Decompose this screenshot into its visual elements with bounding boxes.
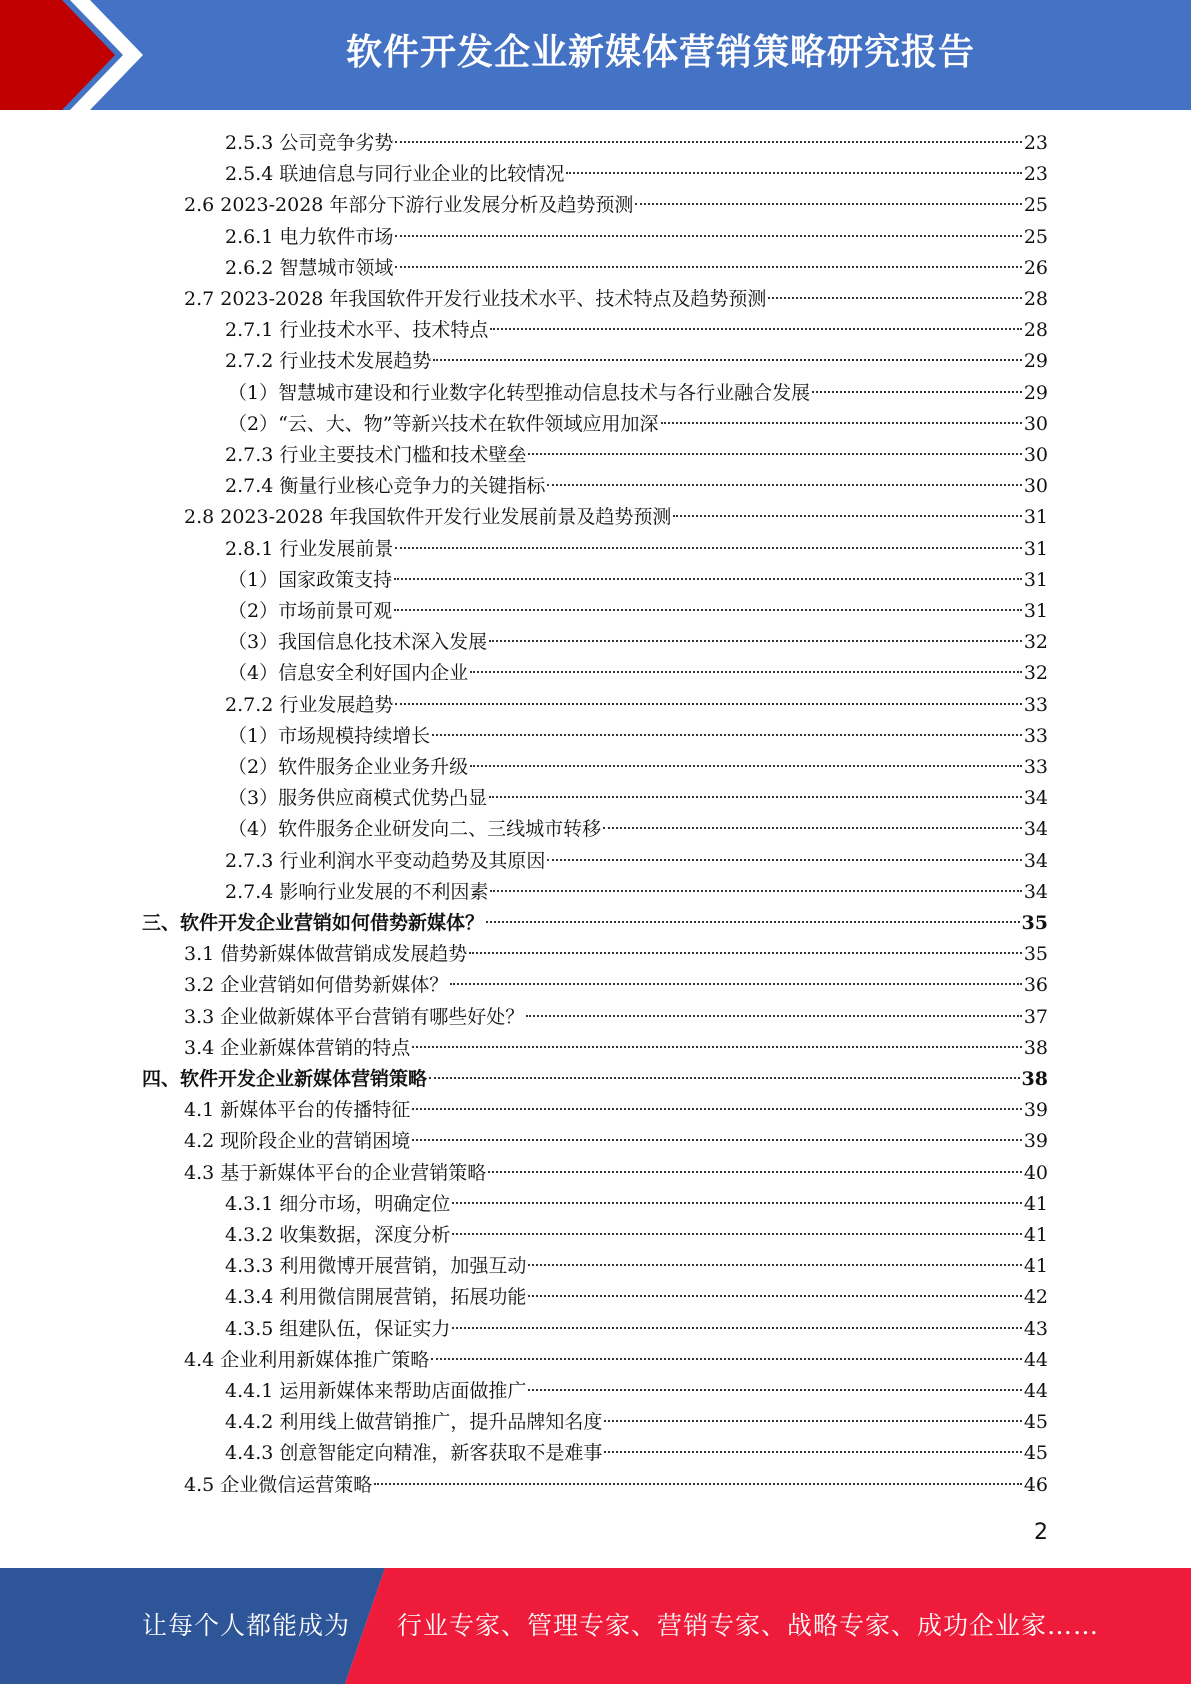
toc-entry[interactable] bbox=[225, 346, 1048, 377]
toc-entry-title: （1）市场规模持续增长 bbox=[228, 725, 431, 747]
toc-dot-leader bbox=[429, 1077, 1020, 1079]
toc-entry-page: 34 bbox=[1023, 881, 1048, 903]
toc-entry-title: （2）市场前景可观 bbox=[228, 600, 393, 622]
toc-entry-page: 25 bbox=[1023, 194, 1048, 216]
toc-entry[interactable] bbox=[184, 502, 1048, 533]
toc-entry-title: 2.6.1 电力软件市场 bbox=[225, 226, 394, 248]
toc-entry[interactable] bbox=[184, 1002, 1048, 1033]
toc-dot-leader bbox=[469, 952, 1022, 954]
toc-entry-title: 4.5 企业微信运营策略 bbox=[184, 1474, 373, 1496]
toc-entry-page: 25 bbox=[1023, 226, 1048, 248]
toc-entry-page: 28 bbox=[1023, 319, 1048, 341]
toc-entry[interactable] bbox=[184, 284, 1048, 315]
toc-entry-title: 2.7 2023-2028 年我国软件开发行业技术水平、技术特点及趋势预测 bbox=[184, 288, 767, 310]
toc-entry-page: 23 bbox=[1023, 132, 1048, 154]
page-footer bbox=[0, 1568, 1191, 1684]
toc-entry[interactable] bbox=[184, 939, 1048, 970]
toc-entry-page: 30 bbox=[1023, 475, 1048, 497]
toc-entry[interactable] bbox=[225, 222, 1048, 253]
toc-entry-page: 43 bbox=[1023, 1318, 1048, 1340]
toc-entry[interactable] bbox=[225, 1376, 1048, 1407]
toc-entry[interactable] bbox=[228, 565, 1048, 596]
toc-entry-title: 4.4.1 运用新媒体来帮助店面做推广 bbox=[225, 1380, 527, 1402]
toc-dot-leader bbox=[528, 453, 1021, 455]
toc-entry[interactable] bbox=[225, 1438, 1048, 1469]
toc-dot-leader bbox=[673, 515, 1021, 517]
toc-entry-page: 42 bbox=[1023, 1286, 1048, 1308]
toc-dot-leader bbox=[450, 983, 1022, 985]
toc-entry-page: 38 bbox=[1021, 1068, 1048, 1090]
toc-entry-title: 3.1 借势新媒体做营销成发展趋势 bbox=[184, 943, 468, 965]
toc-entry[interactable] bbox=[225, 128, 1048, 159]
toc-entry-page: 38 bbox=[1023, 1037, 1048, 1059]
toc-dot-leader bbox=[395, 703, 1021, 705]
toc-entry-title: 2.7.4 影响行业发展的不利因素 bbox=[225, 881, 489, 903]
toc-entry[interactable] bbox=[228, 409, 1048, 440]
toc-entry-page: 30 bbox=[1023, 444, 1048, 466]
toc-dot-leader bbox=[395, 266, 1021, 268]
toc-dot-leader bbox=[604, 1420, 1021, 1422]
toc-entry[interactable] bbox=[225, 846, 1048, 877]
toc-dot-leader bbox=[604, 1451, 1021, 1453]
toc-entry-page: 45 bbox=[1023, 1442, 1048, 1464]
toc-entry[interactable] bbox=[225, 1220, 1048, 1251]
toc-entry-page: 34 bbox=[1023, 818, 1048, 840]
toc-entry[interactable] bbox=[225, 471, 1048, 502]
toc-entry-title: 4.3.1 细分市场，明确定位 bbox=[225, 1193, 451, 1215]
toc-entry-title: 2.8.1 行业发展前景 bbox=[225, 538, 394, 560]
toc-entry[interactable] bbox=[228, 378, 1048, 409]
toc-entry[interactable] bbox=[228, 627, 1048, 658]
toc-entry-page: 29 bbox=[1023, 382, 1048, 404]
toc-entry-page: 32 bbox=[1023, 631, 1048, 653]
toc-entry-page: 34 bbox=[1023, 850, 1048, 872]
toc-entry[interactable] bbox=[228, 596, 1048, 627]
toc-entry-page: 44 bbox=[1023, 1380, 1048, 1402]
toc-entry[interactable] bbox=[225, 440, 1048, 471]
toc-entry[interactable] bbox=[184, 1470, 1048, 1501]
toc-dot-leader bbox=[470, 671, 1022, 673]
toc-dot-leader bbox=[812, 391, 1022, 393]
toc-entry-page: 35 bbox=[1021, 912, 1048, 934]
toc-dot-leader bbox=[528, 1264, 1021, 1266]
toc-entry-page: 33 bbox=[1023, 725, 1048, 747]
toc-entry-title: （4）软件服务企业研发向二、三线城市转移 bbox=[228, 818, 602, 840]
toc-entry-page: 31 bbox=[1023, 600, 1048, 622]
toc-entry-title: 2.7.4 衡量行业核心竞争力的关键指标 bbox=[225, 475, 546, 497]
toc-dot-leader bbox=[394, 578, 1022, 580]
toc-entry-title: （4）信息安全利好国内企业 bbox=[228, 662, 469, 684]
toc-entry-page: 31 bbox=[1023, 569, 1048, 591]
page-header bbox=[0, 0, 1191, 110]
toc-entry[interactable] bbox=[228, 752, 1048, 783]
toc-dot-leader bbox=[433, 359, 1021, 361]
footer-slogan-left: 让每个人都能成为 bbox=[142, 1611, 351, 1640]
toc-entry[interactable] bbox=[225, 690, 1048, 721]
toc-dot-leader bbox=[528, 1295, 1021, 1297]
toc-dot-leader bbox=[395, 547, 1021, 549]
toc-entry-title: 2.8 2023-2028 年我国软件开发行业发展前景及趋势预测 bbox=[184, 506, 672, 528]
toc-dot-leader bbox=[452, 1202, 1021, 1204]
toc-entry-title: （1）国家政策支持 bbox=[228, 569, 393, 591]
toc-dot-leader bbox=[528, 1389, 1021, 1391]
toc-entry-page: 30 bbox=[1023, 413, 1048, 435]
toc-dot-leader bbox=[395, 141, 1021, 143]
toc-entry-page: 26 bbox=[1023, 257, 1048, 279]
toc-entry-page: 34 bbox=[1023, 787, 1048, 809]
toc-entry-title: （2）“云、大、物”等新兴技术在软件领域应用加深 bbox=[228, 413, 659, 435]
toc-entry[interactable] bbox=[225, 534, 1048, 565]
toc-entry-title: 4.3.5 组建队伍，保证实力 bbox=[225, 1318, 451, 1340]
toc-entry-title: 2.7.3 行业主要技术门槛和技术壁垒 bbox=[225, 444, 527, 466]
toc-entry-page: 23 bbox=[1023, 163, 1048, 185]
toc-dot-leader bbox=[489, 796, 1022, 798]
document-title: 软件开发企业新媒体营销策略研究报告 bbox=[345, 32, 975, 73]
toc-entry-page: 37 bbox=[1023, 1006, 1048, 1028]
page-number: 2 bbox=[1034, 1520, 1048, 1545]
toc-entry-page: 32 bbox=[1023, 662, 1048, 684]
toc-dot-leader bbox=[395, 235, 1021, 237]
toc-entry-title: 4.4.2 利用线上做营销推广，提升品牌知名度 bbox=[225, 1411, 603, 1433]
toc-entry[interactable] bbox=[142, 1064, 1048, 1095]
toc-entry[interactable] bbox=[225, 1314, 1048, 1345]
toc-entry[interactable] bbox=[184, 1095, 1048, 1126]
toc-dot-leader bbox=[547, 859, 1021, 861]
toc-entry-page: 41 bbox=[1023, 1255, 1048, 1277]
toc-dot-leader bbox=[547, 484, 1021, 486]
toc-entry-title: 2.7.3 行业利润水平变动趋势及其原因 bbox=[225, 850, 546, 872]
toc-dot-leader bbox=[768, 297, 1021, 299]
toc-entry[interactable] bbox=[184, 1033, 1048, 1064]
toc-entry-title: 4.3.3 利用微博开展营销，加强互动 bbox=[225, 1255, 527, 1277]
toc-entry[interactable] bbox=[228, 721, 1048, 752]
toc-entry[interactable] bbox=[184, 1158, 1048, 1189]
toc-entry-page: 33 bbox=[1023, 694, 1048, 716]
toc-dot-leader bbox=[490, 890, 1021, 892]
toc-entry-title: 三、软件开发企业营销如何借势新媒体？ bbox=[142, 912, 485, 934]
toc-dot-leader bbox=[488, 1171, 1022, 1173]
toc-entry-title: 3.3 企业做新媒体平台营销有哪些好处？ bbox=[184, 1006, 525, 1028]
toc-entry[interactable] bbox=[225, 877, 1048, 908]
toc-entry-page: 39 bbox=[1023, 1130, 1048, 1152]
footer-slogan-right: 行业专家、管理专家、营销专家、战略专家、成功企业家…… bbox=[397, 1611, 1100, 1640]
toc-entry[interactable] bbox=[184, 190, 1048, 221]
toc-entry-title: 4.3.4 利用微信開展营销，拓展功能 bbox=[225, 1286, 527, 1308]
toc-entry-page: 31 bbox=[1023, 506, 1048, 528]
toc-entry-title: 4.2 现阶段企业的营销困境 bbox=[184, 1130, 411, 1152]
toc-entry[interactable] bbox=[225, 1282, 1048, 1313]
toc-entry-title: 4.1 新媒体平台的传播特征 bbox=[184, 1099, 411, 1121]
toc-dot-leader bbox=[374, 1483, 1022, 1485]
toc-entry-title: 4.3.2 收集数据，深度分析 bbox=[225, 1224, 451, 1246]
toc-dot-leader bbox=[635, 203, 1021, 205]
toc-dot-leader bbox=[661, 422, 1022, 424]
toc-dot-leader bbox=[452, 1327, 1021, 1329]
toc-dot-leader bbox=[452, 1233, 1021, 1235]
toc-dot-leader bbox=[431, 1358, 1022, 1360]
toc-entry[interactable] bbox=[184, 970, 1048, 1001]
toc-entry[interactable] bbox=[228, 658, 1048, 689]
toc-dot-leader bbox=[489, 640, 1022, 642]
toc-entry-page: 46 bbox=[1023, 1474, 1048, 1496]
toc-entry-page: 29 bbox=[1023, 350, 1048, 372]
toc-entry-title: 2.5.3 公司竞争劣势 bbox=[225, 132, 394, 154]
toc-entry-page: 41 bbox=[1023, 1193, 1048, 1215]
toc-entry[interactable] bbox=[228, 783, 1048, 814]
toc-entry-title: 3.4 企业新媒体营销的特点 bbox=[184, 1037, 411, 1059]
toc-dot-leader bbox=[490, 328, 1021, 330]
toc-entry-title: 2.6 2023-2028 年部分下游行业发展分析及趋势预测 bbox=[184, 194, 634, 216]
toc-entry[interactable] bbox=[225, 159, 1048, 190]
toc-entry-title: 2.7.2 行业发展趋势 bbox=[225, 694, 394, 716]
toc-entry-title: 2.5.4 联迪信息与同行业企业的比较情况 bbox=[225, 163, 565, 185]
toc-entry[interactable] bbox=[225, 1189, 1048, 1220]
toc-dot-leader bbox=[432, 734, 1022, 736]
toc-dot-leader bbox=[412, 1046, 1022, 1048]
toc-entry-page: 39 bbox=[1023, 1099, 1048, 1121]
toc-entry-page: 31 bbox=[1023, 538, 1048, 560]
toc-dot-leader bbox=[470, 765, 1022, 767]
toc-entry-title: 4.4 企业利用新媒体推广策略 bbox=[184, 1349, 430, 1371]
toc-entry-title: 四、软件开发企业新媒体营销策略 bbox=[142, 1068, 428, 1090]
toc-entry-page: 40 bbox=[1023, 1162, 1048, 1184]
toc-entry-page: 41 bbox=[1023, 1224, 1048, 1246]
toc-entry[interactable] bbox=[142, 908, 1048, 939]
toc-entry[interactable] bbox=[228, 814, 1048, 845]
toc-dot-leader bbox=[566, 172, 1021, 174]
toc-dot-leader bbox=[486, 921, 1020, 923]
toc-entry[interactable] bbox=[184, 1345, 1048, 1376]
toc-entry[interactable] bbox=[225, 253, 1048, 284]
toc-entry-title: 2.6.2 智慧城市领域 bbox=[225, 257, 394, 279]
toc-entry[interactable] bbox=[225, 1251, 1048, 1282]
toc-entry[interactable] bbox=[225, 315, 1048, 346]
toc-entry-page: 36 bbox=[1023, 974, 1048, 996]
toc-dot-leader bbox=[603, 827, 1022, 829]
toc-dot-leader bbox=[394, 609, 1022, 611]
toc-entry-title: （2）软件服务企业业务升级 bbox=[228, 756, 469, 778]
toc-entry-title: （3）服务供应商模式优势凸显 bbox=[228, 787, 488, 809]
toc-entry-title: 4.4.3 创意智能定向精准，新客获取不是难事 bbox=[225, 1442, 603, 1464]
toc-entry-title: 2.7.2 行业技术发展趋势 bbox=[225, 350, 432, 372]
toc-entry[interactable] bbox=[225, 1407, 1048, 1438]
toc-entry-title: 2.7.1 行业技术水平、技术特点 bbox=[225, 319, 489, 341]
toc-entry-page: 35 bbox=[1023, 943, 1048, 965]
toc-entry-page: 45 bbox=[1023, 1411, 1048, 1433]
toc-entry-title: 4.3 基于新媒体平台的企业营销策略 bbox=[184, 1162, 487, 1184]
toc-dot-leader bbox=[412, 1139, 1022, 1141]
toc-entry-title: 3.2 企业营销如何借势新媒体？ bbox=[184, 974, 449, 996]
toc-entry-title: （1）智慧城市建设和行业数字化转型推动信息技术与各行业融合发展 bbox=[228, 382, 811, 404]
toc-entry[interactable] bbox=[184, 1126, 1048, 1157]
toc-entry-page: 33 bbox=[1023, 756, 1048, 778]
toc-entry-page: 44 bbox=[1023, 1349, 1048, 1371]
toc-dot-leader bbox=[412, 1108, 1022, 1110]
toc-dot-leader bbox=[526, 1015, 1022, 1017]
toc-entry-page: 28 bbox=[1023, 288, 1048, 310]
toc-entry-title: （3）我国信息化技术深入发展 bbox=[228, 631, 488, 653]
